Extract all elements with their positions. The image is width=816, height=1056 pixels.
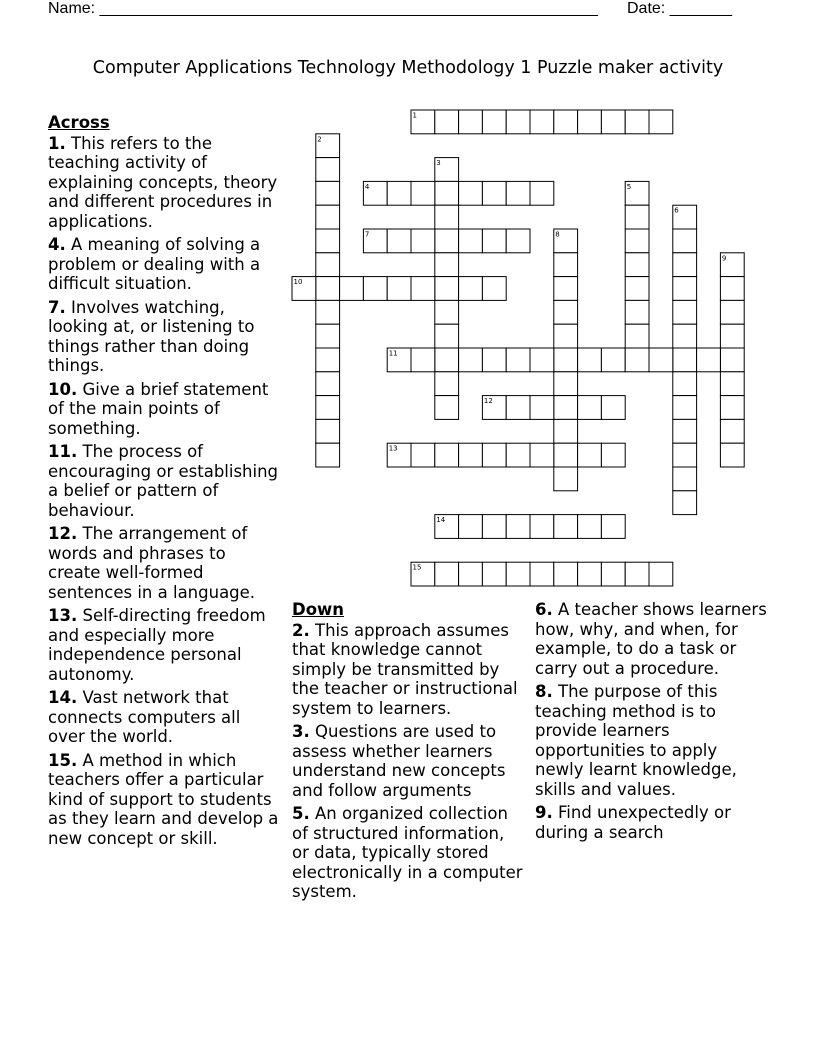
clue-text: An organized collection of structured information, or data, typically stored electronically in a computer system. [292,804,523,901]
across-clue-14 [48,688,282,747]
clue-text: A method in which teachers offer a particular kind of support to students as they learn and develop a new concept or skill. [48,750,279,848]
down-clues [292,600,524,906]
down-clues-continued [535,600,770,846]
crossword-cell[interactable] [673,277,697,301]
crossword-cell[interactable] [482,277,506,301]
crossword-cell[interactable] [459,515,483,539]
crossword-cell[interactable] [363,181,387,205]
crossword-cell[interactable] [482,229,506,253]
crossword-cell[interactable] [720,443,744,467]
crossword-cell[interactable] [601,348,625,372]
crossword-cell[interactable] [625,348,649,372]
down-clue-3 [292,722,524,800]
clue-number: 13. [48,606,78,625]
crossword-cell[interactable] [482,396,506,420]
crossword-cell[interactable] [459,277,483,301]
down-heading: Down [292,600,345,619]
crossword-cell[interactable] [673,324,697,348]
clue-number: 7. [48,297,66,317]
crossword-cell[interactable] [554,515,578,539]
clue-text: Involves watching, looking at, or listening to things rather than doing things. [48,297,255,375]
across-clue-4 [48,235,282,294]
crossword-cell[interactable] [578,443,602,467]
down-clue-5 [292,804,524,902]
crossword-cell[interactable] [459,562,483,586]
crossword-cell[interactable] [411,110,435,134]
crossword-cell[interactable] [435,181,459,205]
crossword-cell[interactable] [506,181,530,205]
crossword-cell[interactable] [530,515,554,539]
crossword-cell[interactable] [625,205,649,229]
cell-number: 15 [412,563,422,572]
crossword-cell[interactable] [554,277,578,301]
crossword-cell[interactable] [673,443,697,467]
down-clue-9 [535,803,770,842]
crossword-cell[interactable] [673,372,697,396]
across-clue-11 [48,442,282,520]
cell-number: 5 [626,182,632,191]
crossword-cell[interactable] [363,277,387,301]
crossword-cell[interactable] [720,300,744,324]
crossword-cell[interactable] [554,396,578,420]
crossword-cell[interactable] [411,277,435,301]
crossword-cell[interactable] [459,348,483,372]
crossword-cell[interactable] [720,372,744,396]
crossword-cell[interactable] [435,205,459,229]
crossword-cell[interactable] [316,348,340,372]
across-clue-13 [48,606,282,684]
crossword-cell[interactable] [530,443,554,467]
crossword-cell[interactable] [530,110,554,134]
crossword-cell[interactable] [435,515,459,539]
crossword-cell[interactable] [625,229,649,253]
crossword-cell[interactable] [554,110,578,134]
cell-number: 7 [364,230,370,239]
clue-number: 15. [48,750,78,770]
crossword-cell[interactable] [530,348,554,372]
across-clue-7 [48,298,282,376]
clue-text: This approach assumes that knowledge cannot simply be transmitted by the teacher or instructional system to learners. [292,620,518,718]
across-heading: Across [48,113,110,132]
crossword-cell[interactable] [530,181,554,205]
crossword-cell[interactable] [316,253,340,277]
crossword-cell[interactable] [601,515,625,539]
crossword-cell[interactable] [411,181,435,205]
name-line: Name: ________________________________________________________ [48,0,598,17]
crossword-cell[interactable] [625,253,649,277]
crossword-cell[interactable] [435,372,459,396]
crossword-cell[interactable] [554,467,578,491]
crossword-cell[interactable] [387,277,411,301]
crossword-cell[interactable] [482,562,506,586]
cell-number: 11 [388,349,398,358]
crossword-cell[interactable] [459,110,483,134]
cell-number: 3 [436,159,441,168]
clue-number: 2. [292,620,310,640]
crossword-cell[interactable] [697,348,721,372]
clue-number: 3. [292,722,310,741]
crossword-cell[interactable] [435,253,459,277]
crossword-cell[interactable] [673,491,697,515]
clue-text: A teacher shows learners how, why, and when, for example, to do a task or carry out a procedure. [535,600,767,678]
crossword-cell[interactable] [435,324,459,348]
crossword-cell[interactable] [435,158,459,182]
across-clue-12 [48,524,282,602]
clue-text: The purpose of this teaching method is to provide learners opportunities to apply newly learnt knowledge, skills and values. [535,682,737,799]
crossword-cell[interactable] [482,110,506,134]
down-clue-8 [535,682,770,799]
crossword-cell[interactable] [387,443,411,467]
crossword-cell[interactable] [506,396,530,420]
clue-number: 12. [48,524,78,543]
crossword-cell[interactable] [601,396,625,420]
crossword-cell[interactable] [387,229,411,253]
clue-number: 6. [535,600,553,619]
across-clues [48,113,282,852]
cell-number: 14 [436,516,446,525]
crossword-cell[interactable] [435,443,459,467]
crossword-cell[interactable] [673,300,697,324]
crossword-cell[interactable] [506,229,530,253]
crossword-cell[interactable] [316,134,340,158]
crossword-cell[interactable] [316,372,340,396]
crossword-cell[interactable] [554,229,578,253]
cell-number: 6 [674,206,679,215]
crossword-cell[interactable] [482,515,506,539]
crossword-cell[interactable] [482,348,506,372]
crossword-cell[interactable] [601,110,625,134]
crossword-cell[interactable] [601,562,625,586]
cell-number: 8 [555,230,560,239]
crossword-cell[interactable] [578,515,602,539]
crossword-cell[interactable] [625,562,649,586]
crossword-cell[interactable] [459,181,483,205]
cell-number: 4 [364,182,370,191]
crossword-cell[interactable] [435,348,459,372]
crossword-cell[interactable] [411,562,435,586]
cell-number: 13 [388,444,398,453]
crossword-cell[interactable] [316,205,340,229]
clue-number: 14. [48,688,78,707]
crossword-cell[interactable] [673,396,697,420]
crossword-cell[interactable] [720,253,744,277]
crossword-cell[interactable] [435,396,459,420]
crossword-cell[interactable] [530,562,554,586]
crossword-cell[interactable] [387,181,411,205]
clue-text: A meaning of solving a problem or dealing with a difficult situation. [48,235,261,293]
crossword-cell[interactable] [506,110,530,134]
clue-text: Self-directing freedom and especially more independence personal autonomy. [48,606,266,684]
crossword-cell[interactable] [316,229,340,253]
clue-text: Vast network that connects computers all over the world. [48,688,241,746]
clue-text: The process of encouraging or establishing a belief or pattern of behaviour. [48,442,279,520]
crossword-cell[interactable] [387,348,411,372]
crossword-cell[interactable] [411,443,435,467]
crossword-cell[interactable] [649,562,673,586]
crossword-cell[interactable] [316,419,340,443]
date-line: Date: _______ [627,0,732,17]
crossword-cell[interactable] [411,348,435,372]
crossword-cell[interactable] [601,443,625,467]
crossword-cell[interactable] [554,372,578,396]
crossword-cell[interactable] [625,110,649,134]
crossword-cell[interactable] [625,277,649,301]
clue-number: 8. [535,682,553,701]
crossword-cell[interactable] [316,443,340,467]
clue-number: 4. [48,235,66,254]
clue-text: Find unexpectedly or during a search [535,803,731,842]
crossword-cell[interactable] [578,348,602,372]
crossword-cell[interactable] [435,562,459,586]
crossword-cell[interactable] [435,300,459,324]
crossword-cell[interactable] [506,515,530,539]
crossword-cell[interactable] [625,181,649,205]
clue-number: 11. [48,442,78,461]
crossword-cell[interactable] [720,348,744,372]
crossword-cell[interactable] [554,419,578,443]
crossword-cell[interactable] [530,396,554,420]
crossword-cell[interactable] [578,562,602,586]
crossword-cell[interactable] [554,324,578,348]
crossword-cell[interactable] [435,277,459,301]
across-clue-15 [48,751,282,849]
crossword-cell[interactable] [316,158,340,182]
crossword-cell[interactable] [649,110,673,134]
crossword-cell[interactable] [720,324,744,348]
crossword-cell[interactable] [673,419,697,443]
crossword-cell[interactable] [673,348,697,372]
crossword-cell[interactable] [340,277,364,301]
cell-number: 1 [412,111,417,120]
crossword-cell[interactable] [482,443,506,467]
crossword-cell[interactable] [673,205,697,229]
cell-number: 2 [317,135,322,144]
crossword-cell[interactable] [316,277,340,301]
across-clue-1 [48,134,282,232]
crossword-cell[interactable] [506,443,530,467]
clue-number: 1. [48,133,66,153]
crossword-cell[interactable] [673,229,697,253]
crossword-cell[interactable] [625,300,649,324]
clue-text: The arrangement of words and phrases to create well-formed sentences in a language. [48,524,256,602]
crossword-cell[interactable] [292,277,316,301]
crossword-cell[interactable] [411,229,435,253]
crossword-cell[interactable] [673,467,697,491]
crossword-cell[interactable] [554,562,578,586]
crossword-cell[interactable] [363,229,387,253]
crossword-cell[interactable] [506,562,530,586]
crossword-cell[interactable] [435,110,459,134]
crossword-cell[interactable] [506,348,530,372]
down-clue-6 [535,600,770,678]
crossword-cell[interactable] [316,181,340,205]
crossword-cell[interactable] [554,348,578,372]
crossword-cell[interactable] [316,324,340,348]
down-clue-2 [292,621,524,719]
crossword-cell[interactable] [720,419,744,443]
crossword-cell[interactable] [720,277,744,301]
crossword-cell[interactable] [554,300,578,324]
crossword-cell[interactable] [625,324,649,348]
crossword-cell[interactable] [316,300,340,324]
crossword-cell[interactable] [459,443,483,467]
clue-number: 5. [292,804,310,823]
clue-text: Questions are used to assess whether learners understand new concepts and follow arguments [292,722,506,800]
clue-number: 9. [535,803,553,822]
crossword-cell[interactable] [482,181,506,205]
crossword-cell[interactable] [720,396,744,420]
cell-number: 12 [483,397,493,406]
crossword-cell[interactable] [554,253,578,277]
clue-number: 10. [48,379,78,399]
clue-text: Give a brief statement of the main points of something. [48,379,269,438]
crossword-cell[interactable] [673,253,697,277]
crossword-cell[interactable] [578,396,602,420]
crossword-cell[interactable] [459,229,483,253]
crossword-cell[interactable] [578,110,602,134]
crossword-cell[interactable] [554,443,578,467]
cell-number: 10 [293,278,303,287]
crossword-cell[interactable] [316,396,340,420]
crossword-cell[interactable] [649,348,673,372]
page-title: Computer Applications Technology Methodology 1 Puzzle maker activity [92,58,724,78]
across-clue-10 [48,380,282,439]
cell-number: 9 [721,254,727,263]
crossword-cell[interactable] [435,229,459,253]
clue-text: This refers to the teaching activity of explaining concepts, theory and different procedures in applications. [48,133,278,231]
